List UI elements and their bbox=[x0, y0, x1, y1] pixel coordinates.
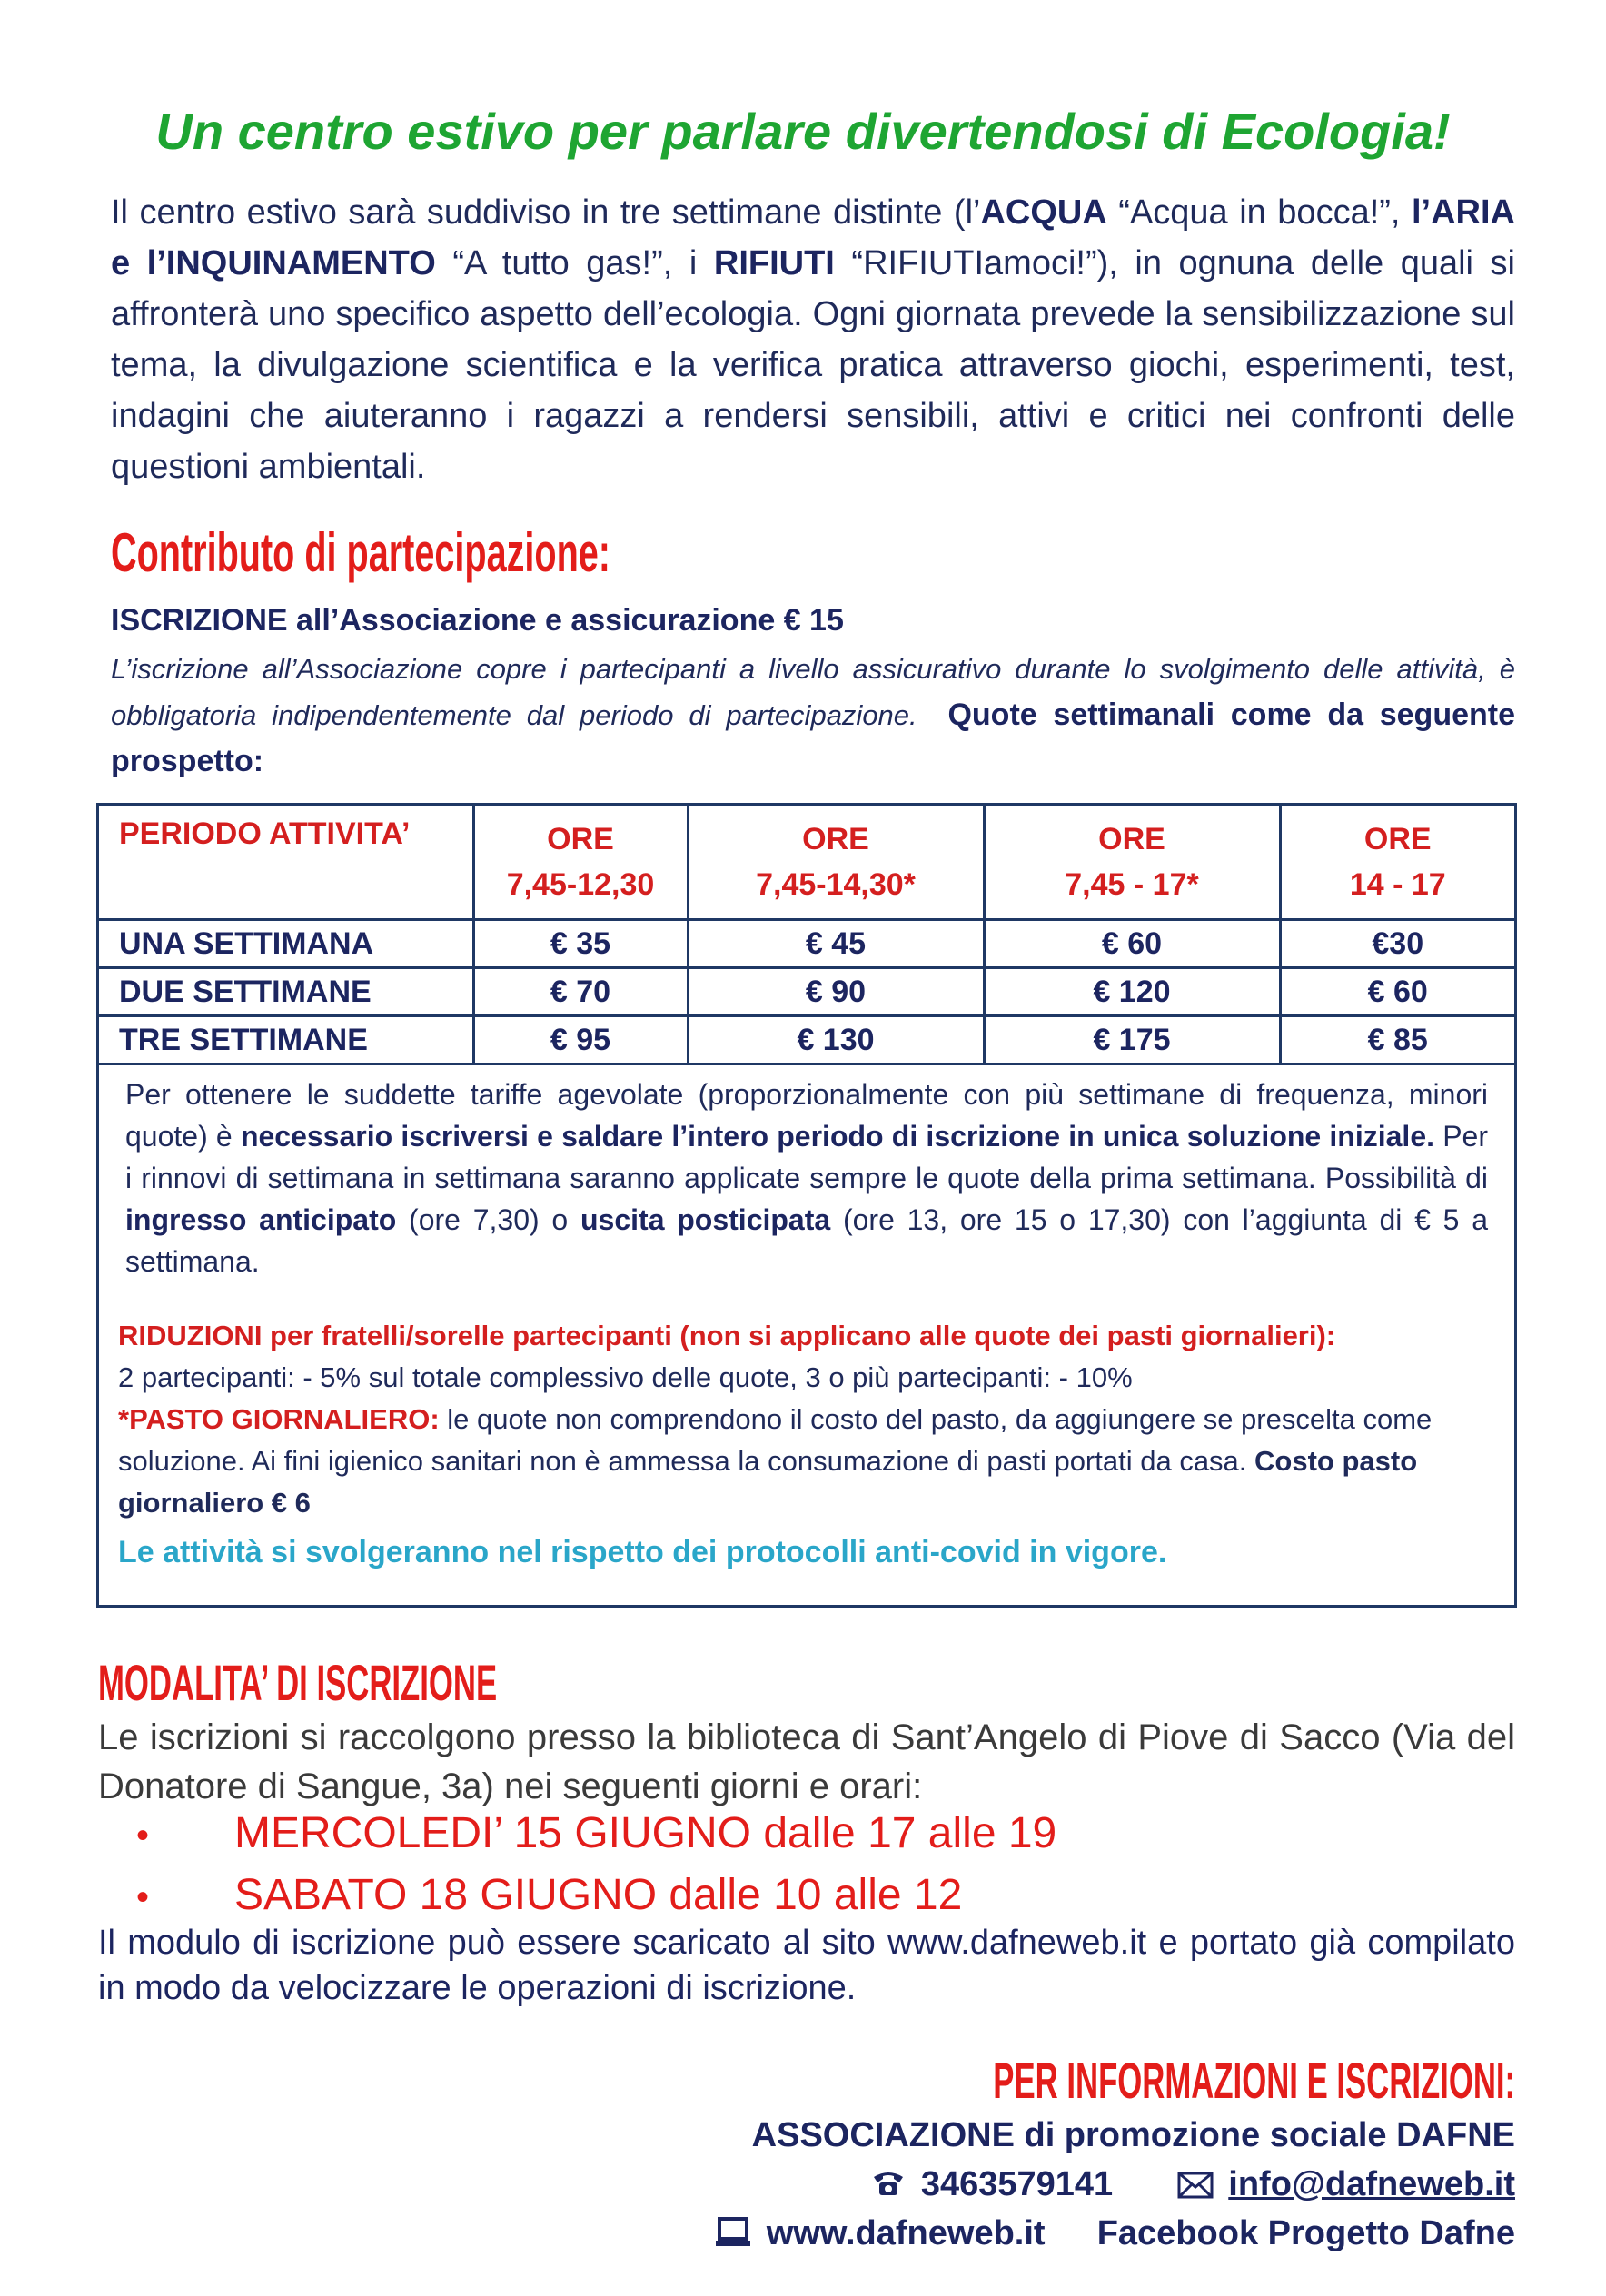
table-cell: € 90 bbox=[688, 968, 984, 1016]
modulo-text: Il modulo di iscrizione può essere scaricato al sito www.dafneweb.it e portato già compilato in modo da velocizzare le operazioni di iscrizione. bbox=[98, 1924, 1515, 2007]
table-cell: € 175 bbox=[984, 1016, 1280, 1064]
iscrizione-note-italic: L’iscrizione all’Associazione copre i partecipanti a livello assicurativo durante lo svolgimento delle attività, è obbligatoria indipendentemente dal periodo di partecipazione. bbox=[111, 653, 1515, 731]
riduzioni-heading: RIDUZIONI per fratelli/sorelle partecipanti (non si applicano alle quote dei pasti giornalieri): bbox=[118, 1320, 1336, 1351]
iscrizione-note bbox=[111, 647, 1515, 785]
table-cell: € 120 bbox=[984, 968, 1280, 1016]
iscrizione-heading: ISCRIZIONE all’Associazione e assicurazione € 15 bbox=[111, 603, 844, 638]
intro-bold-rifiuti: RIFIUTI bbox=[713, 244, 835, 282]
table-row bbox=[99, 1016, 1514, 1064]
intro-bold-aria: l’ARIA e l’INQUINAMENTO bbox=[111, 193, 1515, 282]
table-cell: DUE SETTIMANE bbox=[99, 968, 473, 1016]
table-cell: € 70 bbox=[473, 968, 688, 1016]
intro-text-3: “A tutto gas!”, i bbox=[435, 244, 714, 282]
facebook-link[interactable]: Facebook Progetto Dafne bbox=[1096, 2214, 1515, 2252]
intro-text-2: “Acqua in bocca!”, bbox=[1106, 193, 1412, 232]
contributo-heading: Contributo di partecipazione: bbox=[111, 522, 610, 583]
table-cell: UNA SETTIMANA bbox=[99, 920, 473, 968]
tariff-notes: Per ottenere le suddette tariffe agevolate (proporzionalmente con più settimane di frequenza, minori quote) è necessario iscriversi e saldare l’intero periodo di iscrizione in unica soluzione iniziale. Per i rinnovi di settimana in settimana saranno applicate sempre le quote della prima settimana. Possibilità di ingresso anticipato (ore 7,30) o uscita posticipata (ore 13, ore 15 o 17,30) con l’aggiunta di € 5 a settimana. bbox=[125, 1078, 1489, 1278]
table-cell: € 35 bbox=[473, 920, 688, 968]
header-cell: ORE 7,45-12,30 bbox=[473, 806, 688, 920]
email-link[interactable]: info@dafneweb.it bbox=[1228, 2165, 1515, 2203]
table-row bbox=[99, 920, 1514, 968]
intro-paragraph bbox=[111, 187, 1515, 492]
table-cell: € 60 bbox=[984, 920, 1280, 968]
website-link[interactable]: www.dafneweb.it bbox=[766, 2214, 1046, 2252]
price-table bbox=[99, 806, 1514, 1065]
page-title: Un centro estivo per parlare divertendosi di Ecologia! bbox=[155, 103, 1451, 160]
intro-text-4: “RIFIUTIamoci!”), in ognuna delle quali si affronterà uno specifico aspetto dell’ecologia. Ogni giornata prevede la sensibilizzazione sul tema, la divulgazione scientifica e la verifica pratica attraverso giochi, esperimenti, test, indagini che aiuteranno i ragazzi a rendersi sensibili, attivi e critici nei confronti delle questioni ambientali. bbox=[111, 244, 1515, 486]
header-cell: ORE 7,45-14,30* bbox=[688, 806, 984, 920]
phone-icon bbox=[870, 2168, 907, 2208]
table-cell: € 130 bbox=[688, 1016, 984, 1064]
computer-icon bbox=[714, 2217, 752, 2257]
header-cell: ORE 7,45 - 17* bbox=[984, 806, 1280, 920]
phone-number: 3463579141 bbox=[920, 2165, 1114, 2203]
list-item: • SABATO 18 GIUGNO dalle 10 alle 12 bbox=[136, 1866, 1056, 1927]
table-cell: € 95 bbox=[473, 1016, 688, 1064]
quote-intro: Quote settimanali come da seguente prospetto: bbox=[111, 698, 1515, 778]
header-cell: PERIODO ATTIVITA’ bbox=[99, 806, 473, 920]
header-cell: ORE 14 - 17 bbox=[1280, 806, 1514, 920]
table-cell: €30 bbox=[1280, 920, 1514, 968]
table-cell: € 85 bbox=[1280, 1016, 1514, 1064]
list-item: • MERCOLEDI’ 15 GIUGNO dalle 17 alle 19 bbox=[136, 1804, 1056, 1866]
intro-text-1: Il centro estivo sarà suddiviso in tre settimane distinte (l’ bbox=[111, 193, 981, 232]
covid-notice: Le attività si svolgeranno nel rispetto dei protocolli anti-covid in vigore. bbox=[118, 1535, 1167, 1569]
envelope-icon bbox=[1177, 2169, 1214, 2208]
intro-bold-acqua: ACQUA bbox=[980, 193, 1107, 232]
modalita-heading: MODALITA’ DI ISCRIZIONE bbox=[98, 1654, 498, 1711]
riduzioni-block bbox=[118, 1315, 1499, 1524]
table-cell: € 60 bbox=[1280, 968, 1514, 1016]
riduzioni-line: 2 partecipanti: - 5% sul totale complessivo delle quote, 3 o più partecipanti: - 10% bbox=[118, 1361, 1133, 1393]
table-header-row bbox=[99, 806, 1514, 920]
dates-list bbox=[136, 1804, 1056, 1927]
sede-text: Le iscrizioni si raccolgono presso la biblioteca di Sant’Angelo di Piove di Sacco (Via del Donatore di Sangue, 3a) nei seguenti giorni e orari: bbox=[98, 1717, 1515, 1806]
bullet-icon: • bbox=[136, 1877, 150, 1917]
table-cell: € 45 bbox=[688, 920, 984, 968]
pasto-info: *PASTO GIORNALIERO: le quote non comprendono il costo del pasto, da aggiungere se prescelta come soluzione. Ai fini igienico sanitari non è ammessa la consumazione di pasti portati da casa. Costo pasto giornaliero € 6 bbox=[118, 1403, 1433, 1519]
table-row bbox=[99, 968, 1514, 1016]
info-heading: PER INFORMAZIONI E ISCRIZIONI: bbox=[993, 2052, 1515, 2109]
web-line bbox=[714, 2214, 1515, 2257]
bullet-icon: • bbox=[136, 1816, 150, 1856]
association-name: ASSOCIAZIONE di promozione sociale DAFNE bbox=[751, 2116, 1515, 2154]
table-cell: TRE SETTIMANE bbox=[99, 1016, 473, 1064]
contacts-line bbox=[870, 2165, 1515, 2208]
